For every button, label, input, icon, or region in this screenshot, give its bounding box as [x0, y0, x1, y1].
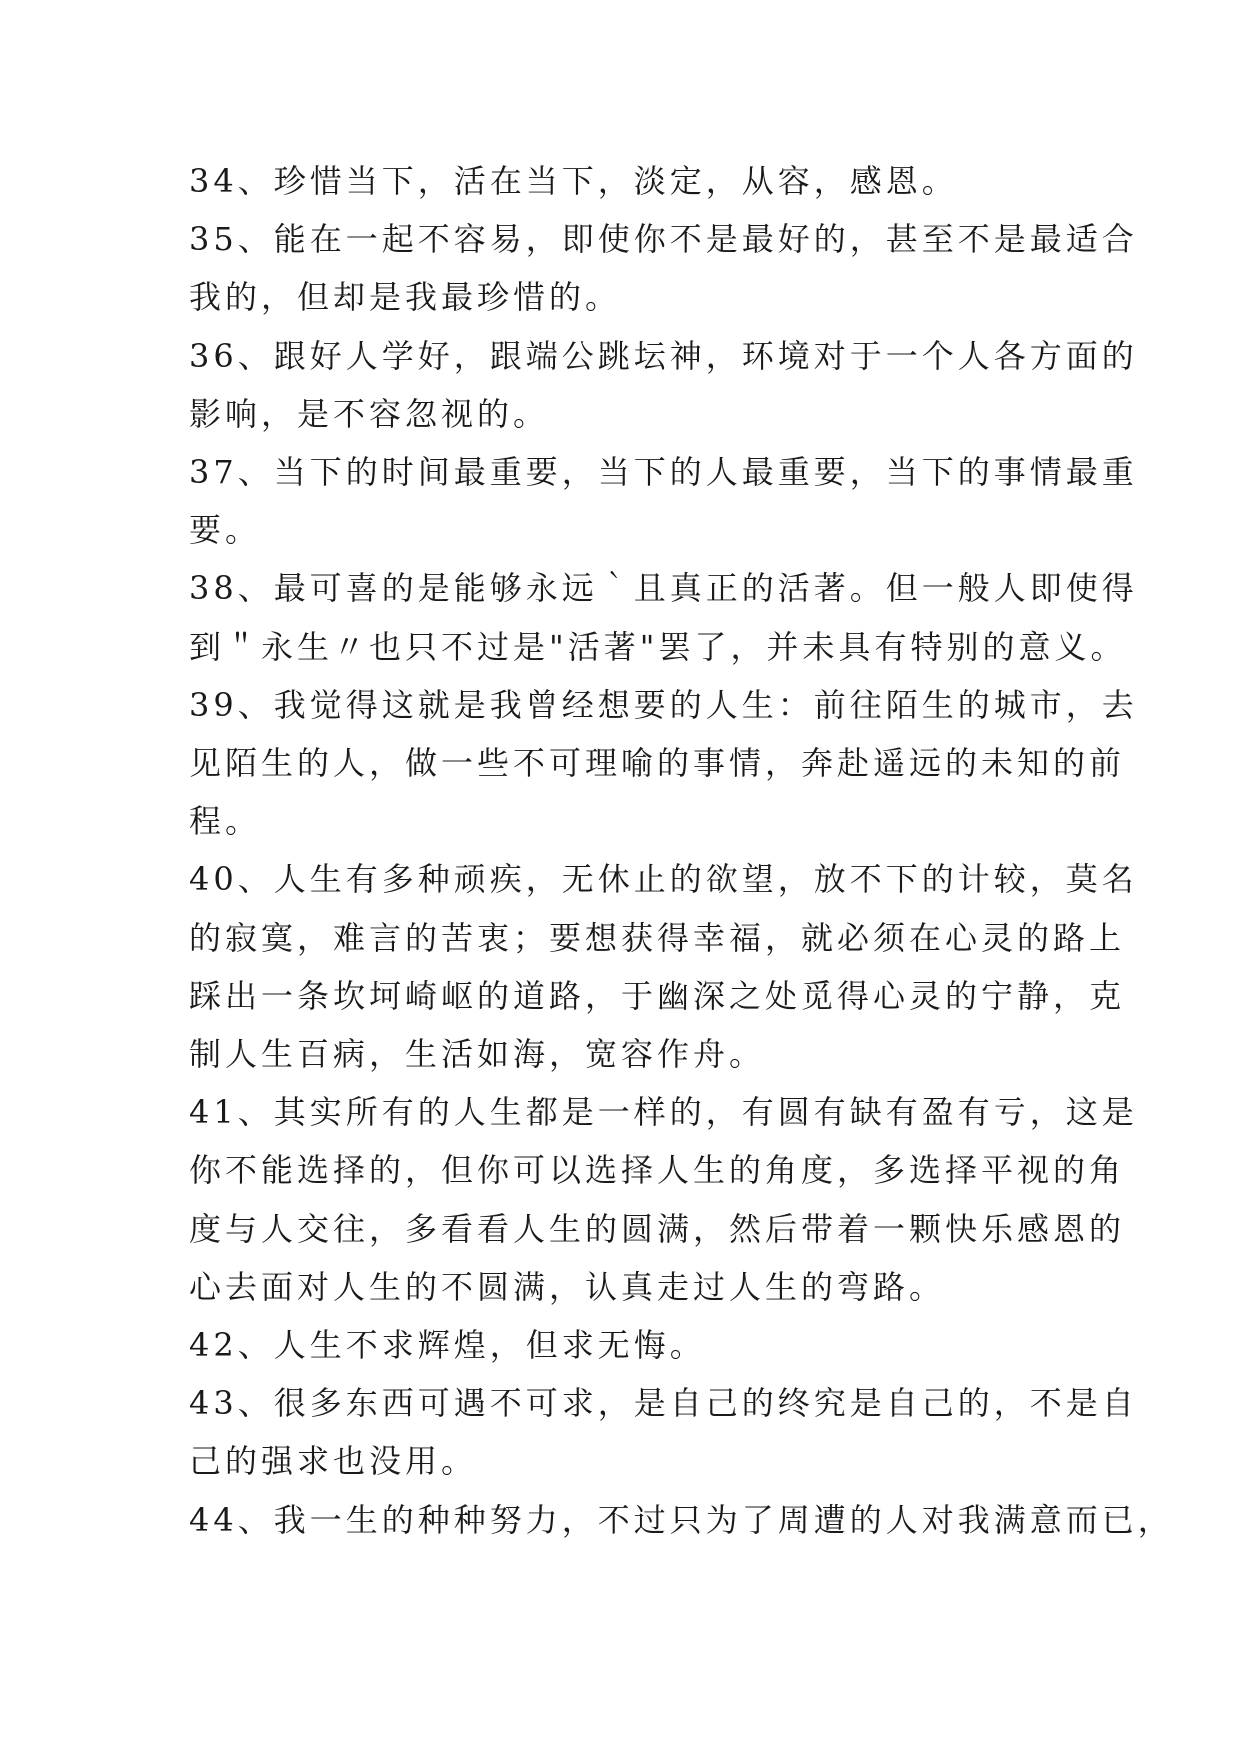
- quote-entry-38: [189, 559, 1138, 675]
- text-line: 44、我一生的种种努力，不过只为了周遭的人对我满意而已，: [189, 1500, 1174, 1539]
- quote-entry-34: [189, 152, 1069, 210]
- text-line: 你不能选择的，但你可以选择人生的角度，多选择平视的角: [189, 1151, 1126, 1190]
- quote-entry-41: [189, 1083, 1138, 1316]
- quote-entry-43: [189, 1374, 1138, 1490]
- text-line: 40、人生有多种顽疾，无休止的欲望，放不下的计较，莫名: [189, 860, 1138, 899]
- text-line: 见陌生的人，做一些不可理喻的事情，奔赴遥远的未知的前: [189, 744, 1126, 783]
- text-line: 程。: [189, 802, 262, 841]
- quote-entry-44: [189, 1491, 1174, 1549]
- text-line: 43、很多东西可遇不可求，是自己的终究是自己的，不是自: [189, 1384, 1138, 1423]
- text-line: 41、其实所有的人生都是一样的，有圆有缺有盈有亏，这是: [189, 1093, 1138, 1132]
- quote-entry-36: [189, 327, 1138, 443]
- text-line: 制人生百病，生活如海，宽容作舟。: [189, 1035, 766, 1074]
- quote-entry-37: [189, 443, 1138, 559]
- text-line: 42、人生不求辉煌，但求无悔。: [189, 1326, 706, 1365]
- text-line: 要。: [189, 511, 262, 550]
- text-line: 37、当下的时间最重要，当下的人最重要，当下的事情最重: [189, 453, 1138, 492]
- text-line: 影响，是不容忽视的。: [189, 394, 550, 433]
- quote-entry-42: [189, 1316, 1069, 1374]
- document-body: [189, 152, 1174, 1549]
- quote-entry-35: [189, 210, 1138, 326]
- text-line: 度与人交往，多看看人生的圆满，然后带着一颗快乐感恩的: [189, 1209, 1126, 1248]
- text-line: 心去面对人生的不圆满，认真走过人生的弯路。: [189, 1267, 946, 1306]
- text-line: 34、珍惜当下，活在当下，淡定，从容，感恩。: [189, 162, 958, 200]
- quote-entry-40: [189, 850, 1138, 1083]
- text-line: 38、最可喜的是能够永远｀且真正的活著。但一般人即使得: [189, 569, 1138, 608]
- text-line: 到＂永生〃也只不过是"活著"罢了，并未具有特别的意义。: [189, 627, 1127, 666]
- text-line: 己的强求也没用。: [189, 1442, 478, 1481]
- text-line: 我的，但却是我最珍惜的。: [189, 278, 622, 317]
- text-line: 36、跟好人学好，跟端公跳坛神，环境对于一个人各方面的: [189, 336, 1138, 375]
- text-line: 踩出一条坎坷崎岖的道路，于幽深之处觅得心灵的宁静，克: [189, 976, 1126, 1015]
- text-line: 的寂寞，难言的苦衷；要想获得幸福，就必须在心灵的路上: [189, 918, 1126, 957]
- text-line: 39、我觉得这就是我曾经想要的人生：前往陌生的城市，去: [189, 685, 1138, 724]
- quote-entry-39: [189, 676, 1138, 851]
- text-line: 35、能在一起不容易，即使你不是最好的，甚至不是最适合: [189, 220, 1138, 259]
